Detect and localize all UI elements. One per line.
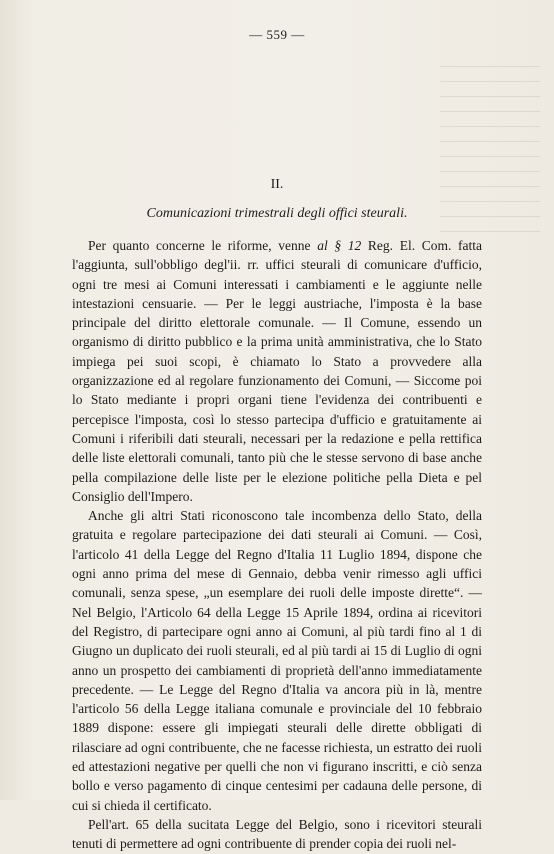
section-title: Comunicazioni trimestrali degli offici steurali. (146, 206, 408, 221)
paragraph-3 (72, 815, 482, 854)
section-number: II. (270, 177, 284, 192)
paragraph-2 (72, 506, 482, 815)
paragraph-text: Reg. El. Com. fatta l'aggiunta, sull'obbligo degl'ii. rr. uffici steurali di comunicare d'ufficio, ogni tre mesi ai Comuni interessati i cambiamenti e le aggiunte nelle intestazioni censuarie. — Per le leggi austriache, l'imposta è la base principale del diritto elettorale comunale. — Il Comune, essendo un organismo di diritto pubblico e la prima unità amministrativa, che lo Stato impiega pei suoi scopi, è chiamato lo Stato a provvedere alla organizzazione ed al regolare funzionamento dei Comuni, — Siccome poi lo Stato mediante i propri organi tiene l'evidenza dei contribuenti e percepisce l'imposta, così lo stesso partecipa d'ufficio e gratuitamente ai Comuni i riferibili dati steurali, necessari per la redazione e pella rettifica delle liste elettorali comunali, tanto più che le stesse servono di base anche pella compilazione delle liste per le elezione politiche pella Dieta e pel Consiglio dell'Impero. (72, 238, 482, 504)
paragraph-1 (72, 236, 482, 506)
paragraph-text: Per quanto concerne le riforme, venne (88, 238, 318, 253)
legal-reference: al § 12 (317, 238, 362, 253)
paragraph-text: Pell'art. 65 della sucitata Legge del Belgio, sono i ricevitori steurali tenuti di permettere ad ogni contribuente di prender copia dei ruoli nel- (72, 816, 482, 852)
paragraph-text: Anche gli altri Stati riconoscono tale incombenza dello Stato, della gratuita e regolare partecipazione dei dati steurali ai Comuni. — Così, l'articolo 41 della Legge del Regno d'Italia 11 Luglio 1894, dispone che ogni anno prima del mese di Gennaio, debba venir rimesso agli uffici comunali, senza spese, „un esemplare dei ruoli delle imposte dirette“. — Nel Belgio, l'Articolo 64 della Legge 15 Aprile 1894, ordina ai ricevitori del Registro, di partecipare ogni anno ai Comuni, al più tardi fino al 1 di Giugno un duplicato dei ruoli steurali, ed al più tardi ai 15 di Luglio di ogni anno un prospetto dei cambiamenti di proprietà dell'anno immediatamente precedente. — Le Legge del Regno d'Italia va ancora più in là, mentre l'articolo 56 della Legge italiana comunale e provinciale del 10 febbraio 1889 dispone: essere gli impiegati steurali delle dirette obbligati di rilasciare ad ogni contribuente, che ne facesse richiesta, un estratto dei ruoli ed attestazioni negative per quelli che non vi figurano inscritti, e ciò senza bollo e verso pagamento di cinque centesimi per cadauna delle persone, di cui si chieda il certificato. (72, 508, 482, 813)
page-number: — 559 — (249, 27, 305, 42)
body-text (72, 236, 482, 854)
